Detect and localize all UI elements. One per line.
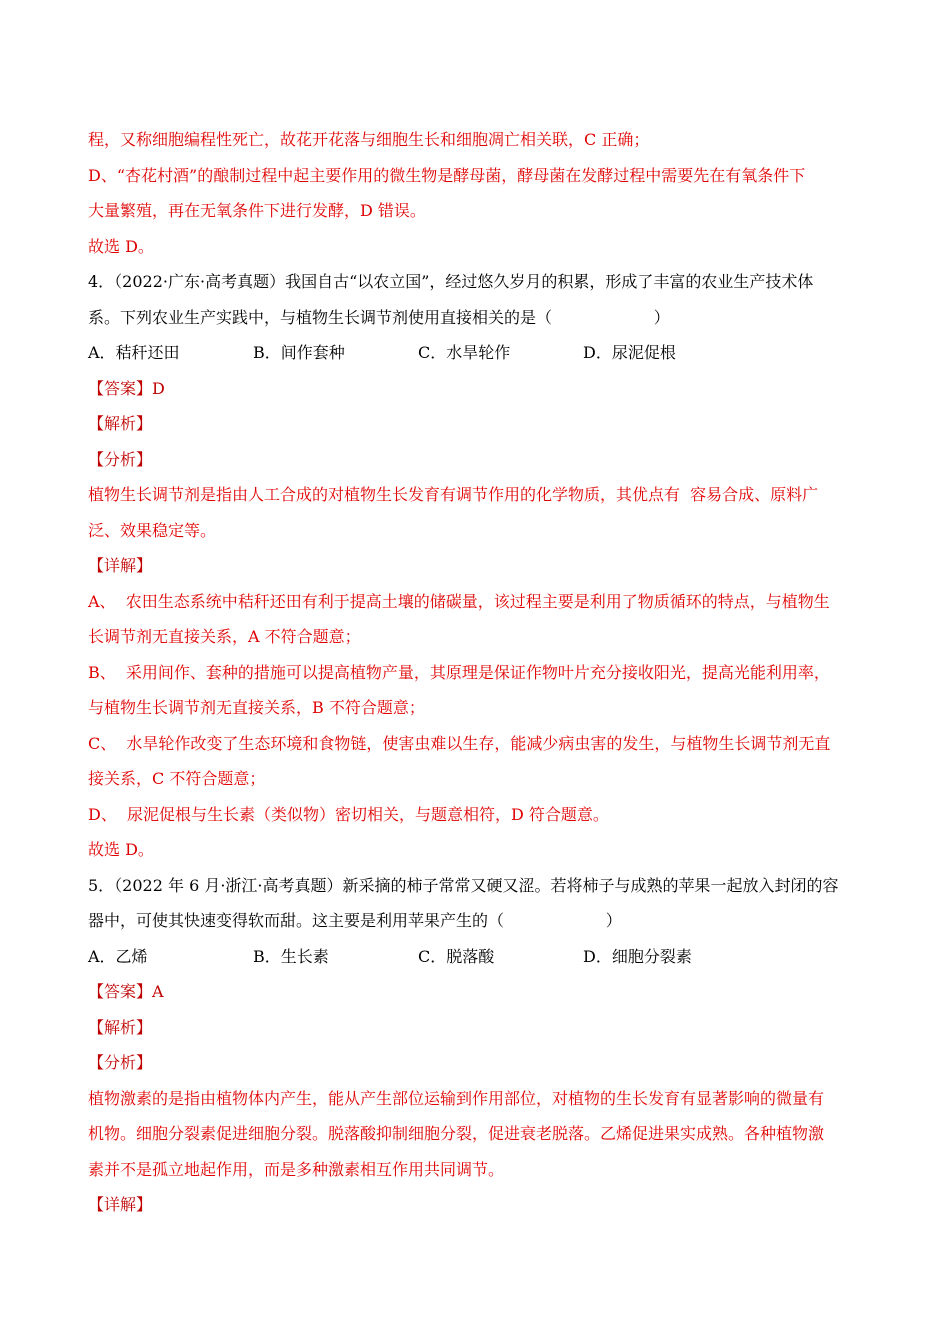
q5-stem-line-2: 器中，可使其快速变得软而甜。这主要是利用苹果产生的（ ） [88,911,622,930]
prev-explanation-line-1: 程，又称细胞编程性死亡，故花开花落与细胞生长和细胞凋亡相关联，C 正确； [88,130,650,149]
q5-fenxi-label: 【分析】 [88,1053,153,1072]
prev-explanation-line-2: D、“杏花村酒”的酿制过程中起主要作用的微生物是酵母菌，酵母菌在发酵过程中需要先在有氧条件下 [88,165,806,185]
q5-option-d: D．细胞分裂素 [583,946,692,966]
q4-option-d: D．尿泥促根 [583,343,676,362]
q4-option-c: C．水旱轮作 [418,343,511,362]
q4-detail-line-7: D、 尿泥促根与生长素（类似物）密切相关，与题意相符，D 符合题意。 [88,804,609,824]
q4-analysis-line-1: 植物生长调节剂是指由人工合成的对植物生长发育有调节作用的化学物质，其优点有 容易合成、原料广 [88,485,819,504]
q4-answer: 【答案】D [88,378,165,398]
q5-analysis-line-2: 机物。细胞分裂素促进细胞分裂。脱落酸抑制细胞分裂，促进衰老脱落。乙烯促进果实成熟。各种植物激 [88,1124,825,1143]
prev-explanation-line-3: 大量繁殖，再在无氧条件下进行发酵，D 错误。 [88,201,426,220]
q4-detail-line-5: C、 水旱轮作改变了生态环境和食物链，使害虫难以生存，能减少病虫害的发生，与植物生长调节剂无直 [88,733,831,753]
q5-analysis-line-3: 素并不是孤立地起作用，而是多种激素相互作用共同调节。 [88,1159,505,1179]
q4-detail-line-1: A、 农田生态系统中秸秆还田有利于提高土壤的储碳量，该过程主要是利用了物质循环的特点，与植物生 [88,591,830,611]
q5-answer: 【答案】A [88,982,164,1001]
q4-jiexi-label: 【解析】 [88,414,153,433]
q5-options [88,939,868,975]
document-page [88,122,868,1223]
q4-fenxi-label: 【分析】 [88,449,153,469]
q5-stem-line-1: 5．（2022 年 6 月·浙江·高考真题）新采摘的柿子常常又硬又涩。若将柿子与成熟的苹果一起放入封闭的容 [88,875,839,895]
q4-options [88,335,868,371]
q5-xiangjie-label: 【详解】 [88,1195,153,1214]
q4-option-a: A．秸秆还田 [88,343,180,362]
prev-conclusion: 故选 D。 [88,236,154,256]
q5-option-c: C．脱落酸 [418,946,495,966]
q5-jiexi-label: 【解析】 [88,1017,153,1037]
q4-option-b: B．间作套种 [253,343,345,362]
q4-detail-line-6: 接关系，C 不符合题意； [88,769,266,788]
q4-detail-line-3: B、 采用间作、套种的措施可以提高植物产量，其原理是保证作物叶片充分接收阳光，提高光能利用率， [88,662,830,682]
q4-analysis-line-2: 泛、效果稳定等。 [88,520,217,540]
q4-stem-line-1: 4．（2022·广东·高考真题）我国自古“以农立国”，经过悠久岁月的积累，形成了丰富的农业生产技术体 [88,272,814,291]
q5-analysis-line-1: 植物激素的是指由植物体内产生，能从产生部位运输到作用部位，对植物的生长发育有显著影响的微量有 [88,1088,825,1108]
q5-option-a: A．乙烯 [88,946,148,966]
q5-option-b: B．生长素 [253,946,329,966]
q4-detail-line-4: 与植物生长调节剂无直接关系，B 不符合题意； [88,698,425,717]
q4-stem-line-2: 系。下列农业生产实践中，与植物生长调节剂使用直接相关的是（ ） [88,307,670,327]
q4-xiangjie-label: 【详解】 [88,556,153,575]
q4-conclusion: 故选 D。 [88,840,154,859]
q4-detail-line-2: 长调节剂无直接关系，A 不符合题意； [88,627,361,646]
